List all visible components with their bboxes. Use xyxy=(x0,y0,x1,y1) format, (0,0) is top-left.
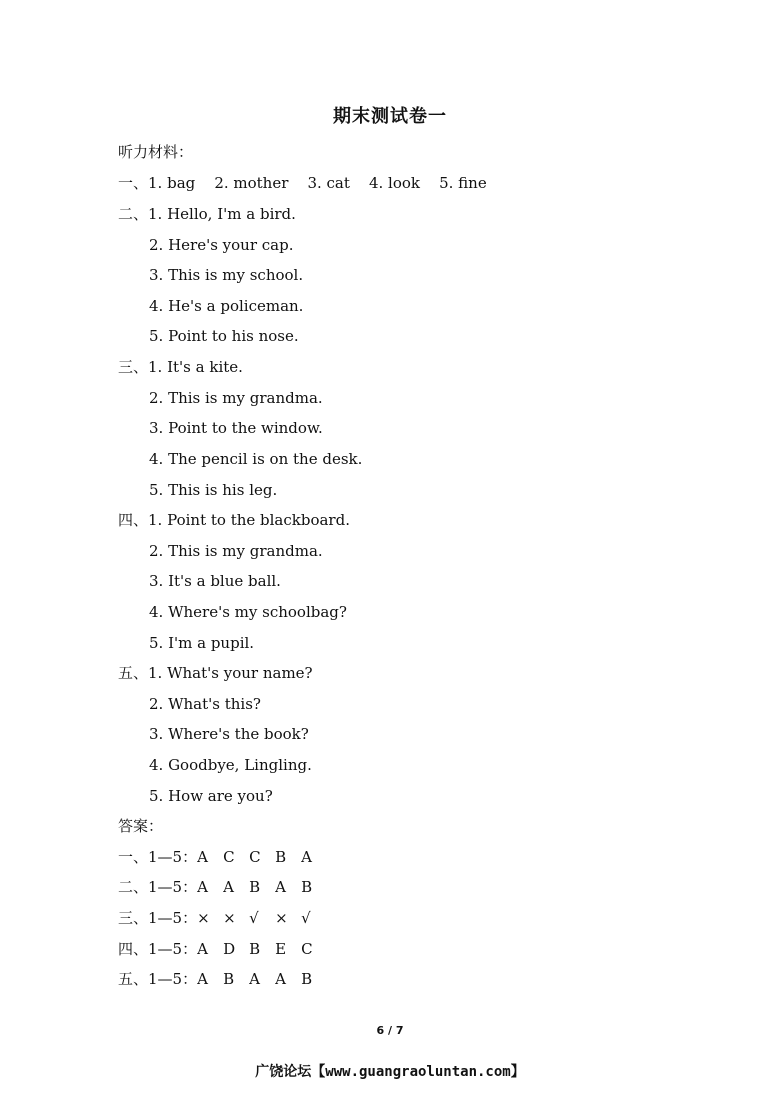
answer-value: √ xyxy=(249,909,259,927)
answer-value: √ xyxy=(301,909,311,927)
listening-section-1 xyxy=(118,173,487,193)
answer-label: 五、1—5： xyxy=(118,970,198,988)
answer-label: 二、1—5： xyxy=(118,878,198,896)
list-item: 4. He's a policeman. xyxy=(149,297,304,315)
answer-value: × xyxy=(197,909,210,927)
list-item: 2. This is my grandma. xyxy=(149,542,323,560)
answer-value: A xyxy=(223,878,234,896)
section-label: 三、 xyxy=(118,358,149,376)
listening-section-5 xyxy=(118,663,313,683)
list-item: 5. This is his leg. xyxy=(149,481,278,499)
list-item: 3. Point to the window. xyxy=(149,419,323,437)
page-number: 6 / 7 xyxy=(376,1024,404,1037)
section-label: 五、 xyxy=(118,664,149,682)
answer-value: × xyxy=(223,909,236,927)
answer-row-3 xyxy=(118,908,327,928)
answer-value: B xyxy=(249,940,261,958)
answer-label: 三、1—5： xyxy=(118,909,198,927)
list-item: 2. Here's your cap. xyxy=(149,236,294,254)
answer-row-2 xyxy=(118,877,327,897)
list-item: 4. Goodbye, Lingling. xyxy=(149,756,312,774)
answer-value: C xyxy=(223,848,235,866)
answer-value: B xyxy=(301,878,313,896)
answer-value: A xyxy=(197,940,208,958)
answer-value: C xyxy=(301,940,313,958)
answer-value: A xyxy=(197,970,208,988)
answer-value: B xyxy=(249,878,261,896)
word-list: 1. bag 2. mother 3. cat 4. look 5. fine xyxy=(148,174,487,192)
list-item: 5. Point to his nose. xyxy=(149,327,299,345)
list-item: 3. Where's the book? xyxy=(149,725,309,743)
answers-heading: 答案： xyxy=(118,817,164,835)
section-label: 一、 xyxy=(118,174,149,192)
list-item: 4. The pencil is on the desk. xyxy=(149,450,363,468)
listening-section-4 xyxy=(118,510,350,530)
answer-value: A xyxy=(301,848,312,866)
page-title: 期末测试卷一 xyxy=(333,106,447,127)
answer-value: B xyxy=(301,970,313,988)
list-item: 4. Where's my schoolbag? xyxy=(149,603,347,621)
list-item: 1. Point to the blackboard. xyxy=(148,511,350,529)
list-item: 1. What's your name? xyxy=(148,664,313,682)
footer-source: 广饶论坛【www.guangraoluntan.com】 xyxy=(255,1064,525,1080)
answer-value: D xyxy=(223,940,236,958)
list-item: 1. Hello, I'm a bird. xyxy=(148,205,296,223)
list-item: 5. I'm a pupil. xyxy=(149,634,255,652)
list-item: 1. It's a kite. xyxy=(148,358,243,376)
answer-label: 四、1—5： xyxy=(118,940,198,958)
list-item: 3. It's a blue ball. xyxy=(149,572,281,590)
answer-label: 一、1—5： xyxy=(118,848,198,866)
answer-row-1 xyxy=(118,847,327,867)
answer-value: C xyxy=(249,848,261,866)
listening-heading: 听力材料： xyxy=(118,143,194,161)
list-item: 2. What's this? xyxy=(149,695,261,713)
listening-section-2 xyxy=(118,204,296,224)
list-item: 2. This is my grandma. xyxy=(149,389,323,407)
answer-row-5 xyxy=(118,969,327,989)
answer-value: A xyxy=(275,878,286,896)
listening-section-3 xyxy=(118,357,243,377)
answer-value: × xyxy=(275,909,288,927)
answer-value: B xyxy=(275,848,287,866)
section-label: 四、 xyxy=(118,511,149,529)
answer-value: A xyxy=(275,970,286,988)
answer-value: E xyxy=(275,940,287,958)
answer-row-4 xyxy=(118,939,327,959)
answer-value: A xyxy=(197,848,208,866)
list-item: 5. How are you? xyxy=(149,787,273,805)
answer-value: A xyxy=(249,970,260,988)
section-label: 二、 xyxy=(118,205,149,223)
answer-value: A xyxy=(197,878,208,896)
list-item: 3. This is my school. xyxy=(149,266,304,284)
answer-value: B xyxy=(223,970,235,988)
